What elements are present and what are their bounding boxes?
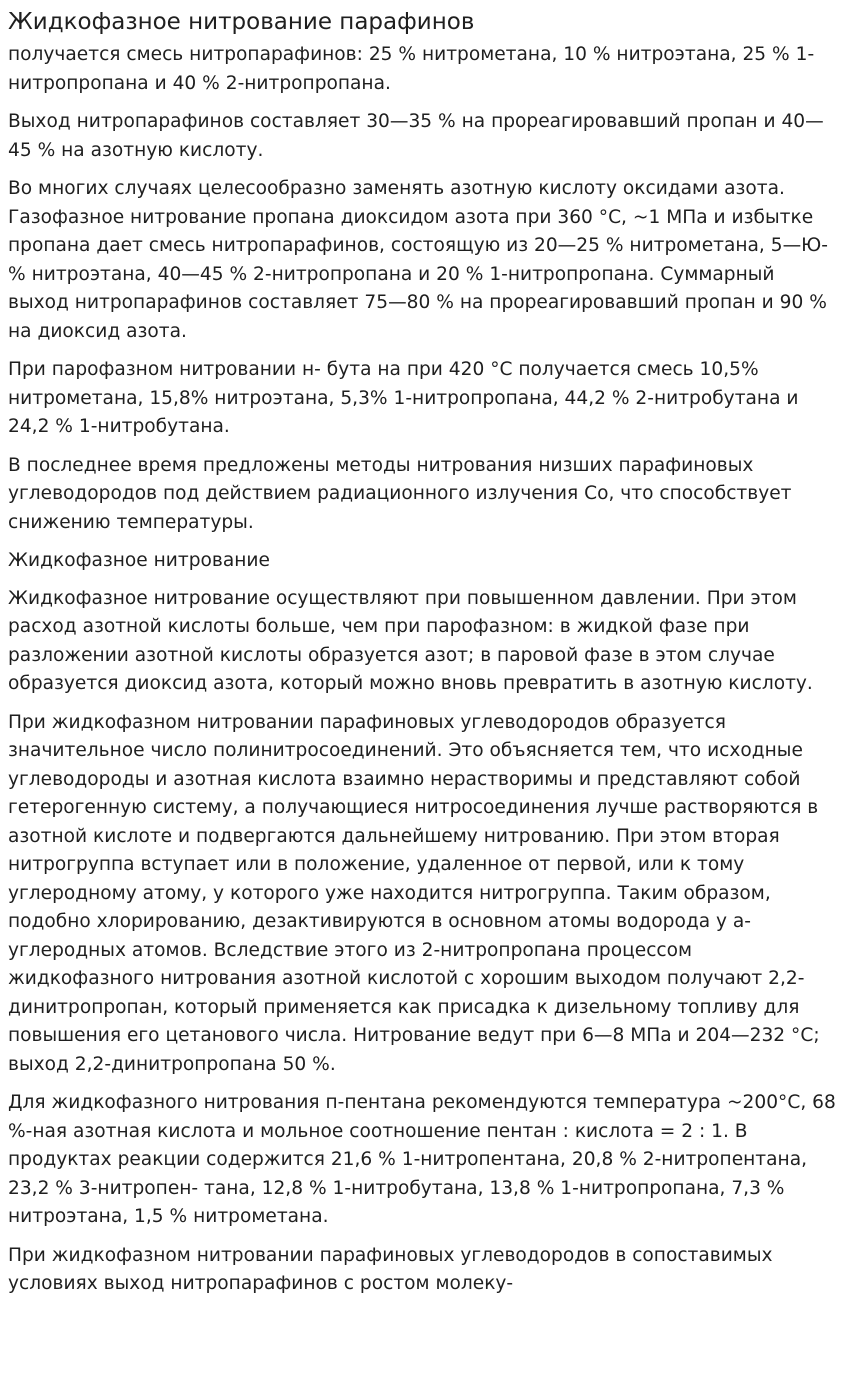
paragraph-nitroparaffin-mixture: получается смесь нитропарафинов: 25 % нитрометана, 10 % нитроэтана, 25 % 1-нитропропана и 40 % 2-нитропропана.	[8, 44, 815, 94]
page-title: Жидкофазное нитрование парафинов	[8, 9, 475, 35]
paragraph-polynitro-compounds: При жидкофазном нитровании парафиновых углеводородов образуется значительное число полинитросоединений. Это объясняется тем, что исходные углеводороды и азотная кислота взаимно нерастворимы и представляют собой гетерогенную систему, а получающиеся нитросоединения лучше растворяются в азотной кислоте и подвергаются дальнейшему нитрованию. При этом вторая нитрогруппа вступает или в положение, удаленное от первой, или к тому углеродному атому, у которого уже находится нитрогруппа. Таким образом, подобно хлорированию, дезактивируются в основном атомы водорода у а-углеродных атомов. Вследствие этого из 2-нитропропана процессом жидкофазного нитрования азотной кислотой с хорошим выходом получают 2,2-динитропропан, который применяется как присадка к дизельному топливу для повышения его цетанового числа. Нитрование ведут при 6—8 МПа и 204—232 °С; выход 2,2-динитропропана 50 %.	[8, 711, 820, 1075]
paragraph-butane-nitration: При парофазном нитровании н- бута на при 420 °С получается смесь 10,5% нитрометана, 15,8% нитроэтана, 5,3% 1-нитропропана, 44,2 % 2-нитробутана и 24,2 % 1-нитробутана.	[8, 359, 799, 437]
paragraph-nitrogen-oxides: Во многих случаях целесообразно заменять азотную кислоту оксидами азота. Газофазное нитрование пропана диоксидом азота при 360 °С, ~1 МПа и избытке пропана дает смесь нитропарафинов, состоящую из 20—25 % нитрометана, 5—Ю-% нитроэтана, 40—45 % 2-нитропропана и 20 % 1-нитропропана. Суммарный выход нитропарафинов составляет 75—80 % на прореагировавший пропан и 90 % на диоксид азота.	[8, 178, 828, 342]
section-subheading: Жидкофазное нитрование	[8, 550, 270, 571]
paragraph-yield: Выход нитропарафинов составляет 30—35 % на прореагировавший пропан и 40—45 % на азотную кислоту.	[8, 111, 824, 161]
paragraph-radiation-methods: В последнее время предложены методы нитрования низших парафиновых углеводородов под действием радиационного излучения Со, что способствует снижению температуры.	[8, 454, 792, 533]
paragraph-pentane-nitration: Для жидкофазного нитрования п-пентана рекомендуются температура ~200°С, 68 %-ная азотная кислота и мольное соотношение пентан : кислота = 2 : 1. В продуктах реакции содержится 21,6 % 1-нитропентана, 20,8 % 2-нитропентана, 23,2 % 3-нитропен- тана, 12,8 % 1-нитробутана, 13,8 % 1-нитропропана, 7,3 % нитроэтана, 1,5 % нитрометана.	[8, 1092, 836, 1227]
paragraph-molecular-weight: При жидкофазном нитровании парафиновых углеводородов в сопоставимых условиях выход нитропарафинов с ростом молеку-	[8, 1244, 773, 1294]
paragraph-liquid-phase-pressure: Жидкофазное нитрование осуществляют при повышенном давлении. При этом расход азотной кислоты больше, чем при парофазном: в жидкой фазе при разложении азотной кислоты образуется азот; в паровой фазе в этом случае образуется диоксид азота, который можно вновь превратить в азотную кислоту.	[8, 587, 813, 694]
